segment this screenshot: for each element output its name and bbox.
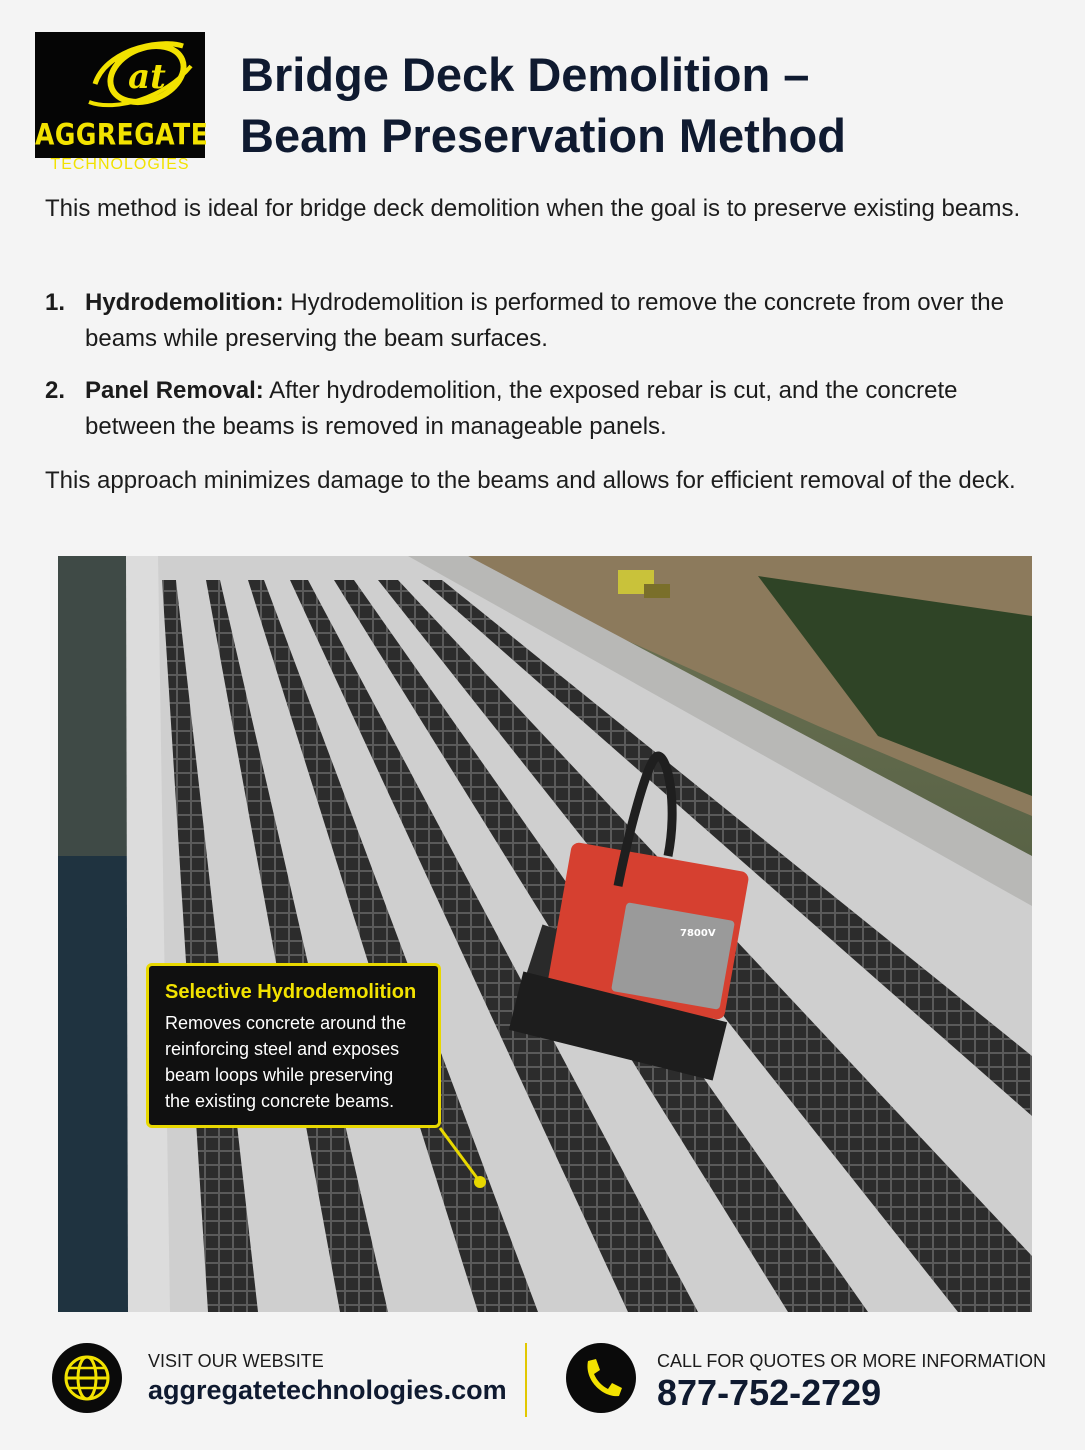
- closing-paragraph: This approach minimizes damage to the beams and allows for efficient removal of the deck.: [45, 467, 1016, 494]
- intro-paragraph: This method is ideal for bridge deck demolition when the goal is to preserve existing beams.: [45, 195, 1021, 222]
- company-logo: [35, 32, 209, 173]
- page-title-line1: Bridge Deck Demolition –: [240, 48, 810, 101]
- step-number: 1.: [45, 289, 66, 316]
- logo-word-technologies: TECHNOLOGIES: [50, 156, 190, 173]
- bridge-deck-photo: [58, 556, 1032, 1312]
- bridge-deck-illustration: [58, 556, 1032, 1312]
- callout-title: Selective Hydrodemolition: [165, 981, 417, 1003]
- machine-label: 7800V: [680, 928, 716, 939]
- callout-body: Removes concrete around the reinforcing steel and exposes beam loops while preserving the existing concrete beams.: [165, 1013, 407, 1111]
- logo-emblem-icon: [35, 32, 205, 122]
- phone-icon: [566, 1343, 636, 1413]
- phone-label: CALL FOR QUOTES OR MORE INFORMATION: [657, 1351, 1047, 1371]
- step-text: After hydrodemolition, the exposed rebar is cut, and the concrete between the beams is removed in manageable panels.: [85, 377, 958, 440]
- step-text: Hydrodemolition is performed to remove the concrete from over the beams while preserving the beam surfaces.: [85, 289, 1004, 352]
- photo-callout: [146, 963, 441, 1128]
- step-number: 2.: [45, 377, 66, 404]
- phone-link[interactable]: 877-752-2729: [657, 1372, 882, 1413]
- logo-monogram: at: [128, 57, 166, 97]
- footer-divider: [525, 1343, 527, 1417]
- logo-word-aggregate: AGGREGATE: [35, 117, 209, 152]
- step-title: Hydrodemolition:: [85, 289, 284, 316]
- globe-icon: [52, 1343, 122, 1413]
- website-label: VISIT OUR WEBSITE: [148, 1351, 324, 1371]
- step-item: [45, 285, 1035, 357]
- step-title: Panel Removal:: [85, 377, 264, 404]
- website-link[interactable]: aggregatetechnologies.com: [148, 1375, 507, 1405]
- page-title-line2: Beam Preservation Method: [240, 109, 846, 162]
- steps-list: [45, 285, 1035, 461]
- step-item: [45, 373, 1035, 445]
- page-title: [240, 44, 1040, 166]
